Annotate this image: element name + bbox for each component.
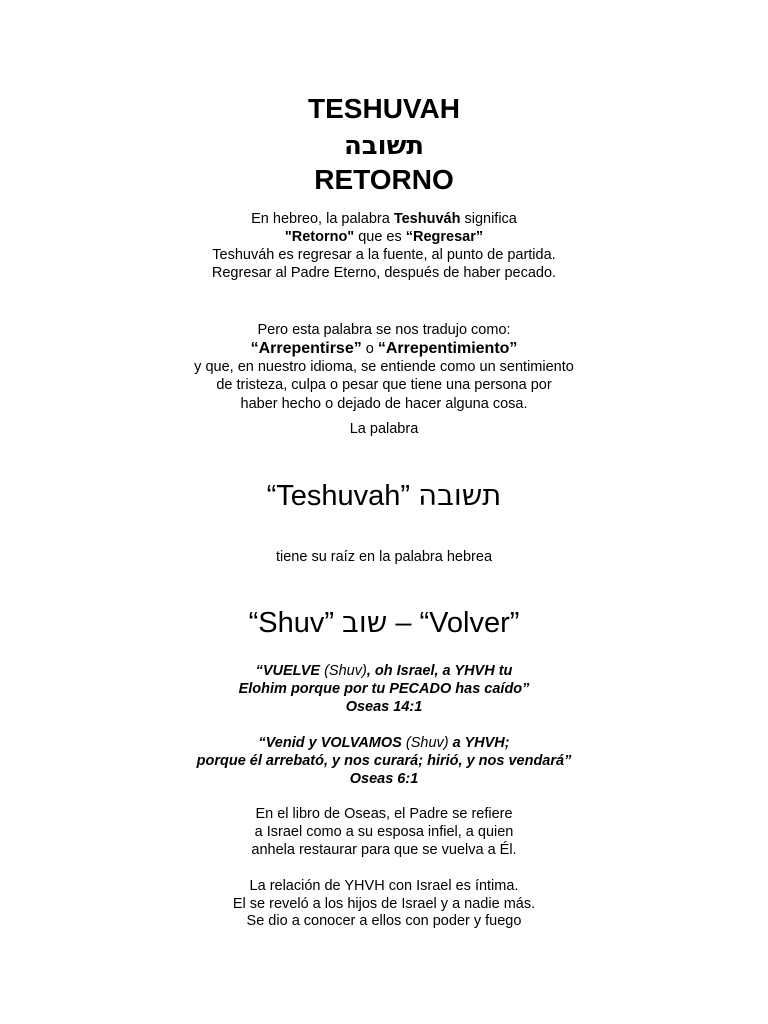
shuv-heading: [0, 605, 768, 640]
verse1-text: “VUELVE: [255, 663, 325, 679]
shuv-hebrew: שוב: [342, 605, 388, 639]
title-retorno: RETORNO: [314, 164, 454, 195]
retorno-word: "Retorno": [284, 229, 355, 245]
shuv-word: “Shuv”: [248, 607, 334, 639]
relation-line-3: Se dio a conocer a ellos con poder y fuego: [246, 913, 522, 929]
verse1-shuv: (Shuv): [324, 663, 367, 679]
verse2-text: “Venid y VOLVAMOS: [258, 735, 406, 751]
verse2-text: a YHVH;: [448, 735, 510, 751]
intro-text: que es: [354, 229, 406, 245]
intro-text: significa: [460, 211, 517, 227]
intro-line-1: [0, 210, 768, 228]
oseas-line-1: En el libro de Oseas, el Padre se refiere: [255, 806, 513, 822]
relation-line-2: El se reveló a los hijos de Israel y a nadie más.: [232, 896, 536, 912]
verse1-line-1: [0, 662, 768, 680]
relation-line-1: La relación de YHVH con Israel es íntima.: [249, 878, 519, 894]
title-teshuvah: TESHUVAH: [308, 93, 460, 124]
translation-line-5: haber hecho o dejado de hacer alguna cosa.: [240, 396, 528, 412]
arrepentimiento-word: “Arrepentimiento”: [377, 340, 518, 357]
intro-text: En hebreo, la palabra: [251, 211, 394, 227]
verse1-reference: Oseas 14:1: [345, 699, 423, 715]
translation-line-4: de tristeza, culpa o pesar que tiene una persona por: [216, 377, 552, 393]
teshuvah-heading-latin: “Teshuvah”: [266, 480, 411, 512]
root-line: tiene su raíz en la palabra hebrea: [275, 549, 493, 565]
intro-line-3: Teshuváh es regresar a la fuente, al punto de partida.: [212, 247, 556, 263]
regresar-word: “Regresar”: [405, 229, 484, 245]
arrepentirse-word: “Arrepentirse”: [250, 340, 362, 357]
translation-line-2: [0, 339, 768, 359]
volver-word: – “Volver”: [395, 607, 520, 639]
teshuvah-heading-hebrew: תשובה: [418, 478, 502, 512]
verse2-shuv: (Shuv): [405, 735, 449, 751]
or-word: o: [361, 341, 378, 357]
teshuvah-word: Teshuváh: [393, 211, 461, 227]
intro-line-4: Regresar al Padre Eterno, después de haber pecado.: [211, 265, 557, 281]
translation-line-6: La palabra: [349, 421, 419, 437]
intro-line-2: [0, 228, 768, 246]
oseas-line-2: a Israel como a su esposa infiel, a quien: [254, 824, 514, 840]
verse1-line-2: Elohim porque por tu PECADO has caído”: [238, 681, 530, 697]
verse2-line-1: [0, 734, 768, 752]
translation-line-1: Pero esta palabra se nos tradujo como:: [257, 322, 511, 338]
teshuvah-heading: [0, 478, 768, 513]
title-hebrew: תשובה: [343, 131, 425, 161]
oseas-line-3: anhela restaurar para que se vuelva a Él.: [251, 842, 517, 858]
verse2-line-2: porque él arrebató, y nos curará; hirió, y nos vendará”: [196, 753, 572, 769]
translation-line-3: y que, en nuestro idioma, se entiende como un sentimiento: [194, 359, 574, 375]
verse2-reference: Oseas 6:1: [349, 771, 419, 787]
verse1-text: , oh Israel, a YHVH tu: [366, 663, 513, 679]
